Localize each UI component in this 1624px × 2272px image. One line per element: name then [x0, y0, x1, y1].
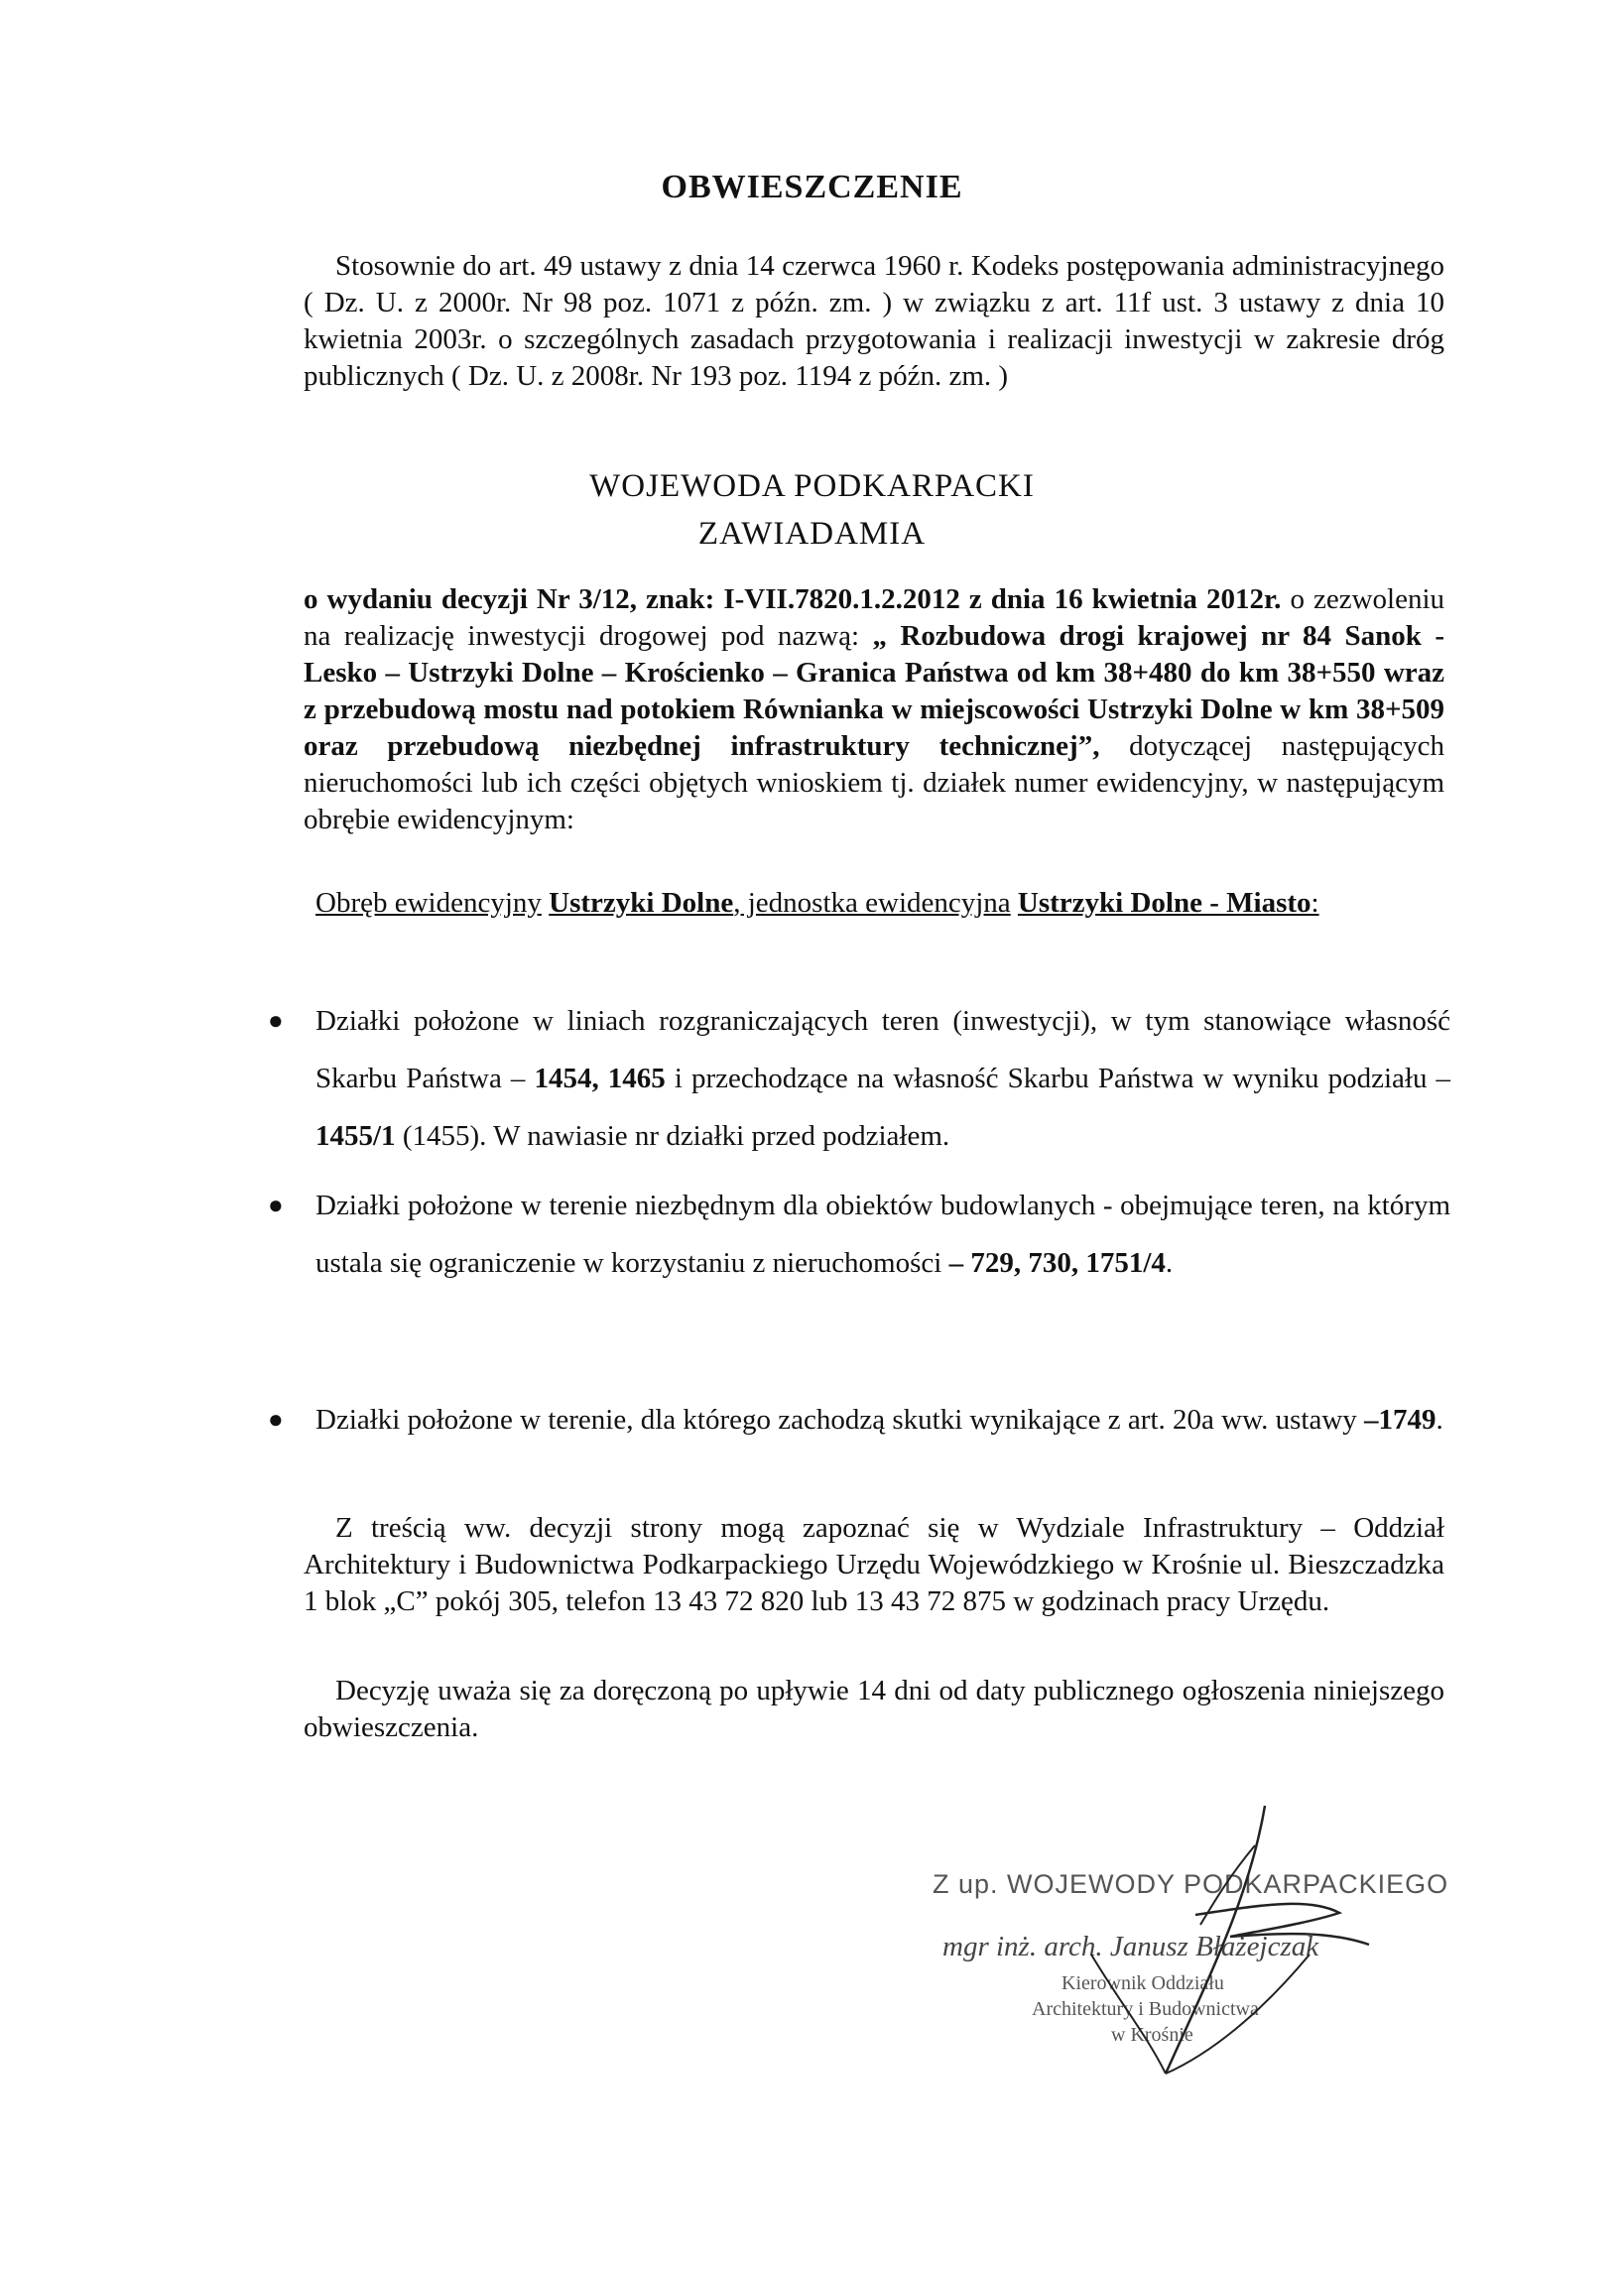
- intro-paragraph: [304, 248, 1444, 395]
- decision-paragraph: [304, 581, 1444, 838]
- list-item: ● Działki położone w liniach rozgraniczających teren (inwestycji), w tym stanowiące własność Skarbu Państwa – 1454, 1465 i przechodzące na własność Skarbu Państwa w wyniku podziału – 1455/1 (1455). W nawiasie nr działki przed podziałem.: [264, 992, 1450, 1165]
- decision-line: o wydaniu decyzji Nr 3/12, znak: I-VII.7820.1.2.2012 z dnia 16 kwietnia 2012r.: [304, 583, 1282, 615]
- permit-suffix: dotyczącej następujących nieruchomości lub ich części objętych wnioskiem tj. działek numer ewidencyjny, w następującym obrębie ewidencyjnym:: [304, 730, 1444, 835]
- stamp-title: Z up. WOJEWODY PODKARPACKIEGO: [933, 1869, 1449, 1899]
- parcel-list-last: [264, 1401, 1450, 1439]
- authority-heading: WOJEWODA PODKARPACKI: [589, 468, 1035, 504]
- stamp-name: mgr inż. arch. Janusz Błażejczak: [942, 1931, 1319, 1962]
- unit-label: , jednostka ewidencyjna: [733, 887, 1011, 919]
- bullet-icon: ●: [268, 1006, 284, 1035]
- unit-name: Ustrzyki Dolne - Miasto: [1017, 887, 1312, 919]
- investment-name: „ Rozbudowa drogi krajowej nr 84 Sanok - Lesko – Ustrzyki Dolne – Krościenko – Granica Państwa od km 38+480 do km 38+550 wraz z przebudową mostu nad potokiem Równianka w miejscowości Ustrzyki Dolne w km 38+509 oraz przebudową niezbędnej infrastruktury technicznej”,: [304, 620, 1444, 762]
- list-item: ● Działki położone w terenie, dla którego zachodzą skutki wynikające z art. 20a ww. ustawy –1749.: [264, 1401, 1450, 1439]
- closing-text: Z treścią ww. decyzji strony mogą zapoznać się w Wydziale Infrastruktury – Oddział Architektury i Budownictwa Podkarpackiego Urzędu Wojewódzkiego w Krośnie ul. Bieszczadzka 1 blok „C” pokój 305, telefon 13 43 72 820 lub 13 43 72 875 w godzinach pracy Urzędu.: [304, 1512, 1444, 1617]
- announces-heading: ZAWIADAMIA: [697, 516, 927, 552]
- document-title: OBWIESZCZENIE: [661, 169, 963, 205]
- parcel-list: [264, 992, 1450, 1292]
- stamp-department: Architektury i Budownictwa: [1032, 1998, 1259, 2020]
- signature-stamp: [933, 1806, 1448, 2093]
- precinct-label: Obręb ewidencyjny: [315, 887, 542, 919]
- precinct-colon: :: [1311, 887, 1319, 919]
- intro-text: Stosownie do art. 49 ustawy z dnia 14 czerwca 1960 r. Kodeks postępowania administracyjnego ( Dz. U. z 2000r. Nr 98 poz. 1071 z późn. zm. ) w związku z art. 11f ust. 3 ustawy z dnia 10 kwietnia 2003r. o szczególnych zasadach przygotowania i realizacji inwestycji w zakresie dróg publicznych ( Dz. U. z 2008r. Nr 193 poz. 1194 z późn. zm. ): [304, 250, 1444, 392]
- stamp-city: w Krośnie: [1111, 2024, 1193, 2046]
- delivery-paragraph: [304, 1673, 1444, 1746]
- precinct-name: Ustrzyki Dolne: [549, 887, 734, 919]
- bullet-icon: ●: [268, 1191, 284, 1219]
- list-item: ● Działki położone w terenie niezbędnym dla obiektów budowlanych - obejmujące teren, na którym ustala się ograniczenie w korzystaniu z nieruchomości – 729, 730, 1751/4.: [264, 1177, 1450, 1292]
- closing-paragraph: [304, 1510, 1444, 1620]
- precinct-line: [315, 873, 1446, 933]
- permit-prefix: o zezwoleniu na realizację inwestycji drogowej pod nazwą:: [304, 583, 1445, 652]
- handwritten-signature: [933, 1806, 1448, 2093]
- bullet-icon: ●: [268, 1405, 284, 1434]
- delivery-text: Decyzję uważa się za doręczoną po upływie 14 dni od daty publicznego ogłoszenia niniejszego obwieszczenia.: [304, 1675, 1444, 1743]
- stamp-role: Kierownik Oddziału: [1062, 1972, 1224, 1994]
